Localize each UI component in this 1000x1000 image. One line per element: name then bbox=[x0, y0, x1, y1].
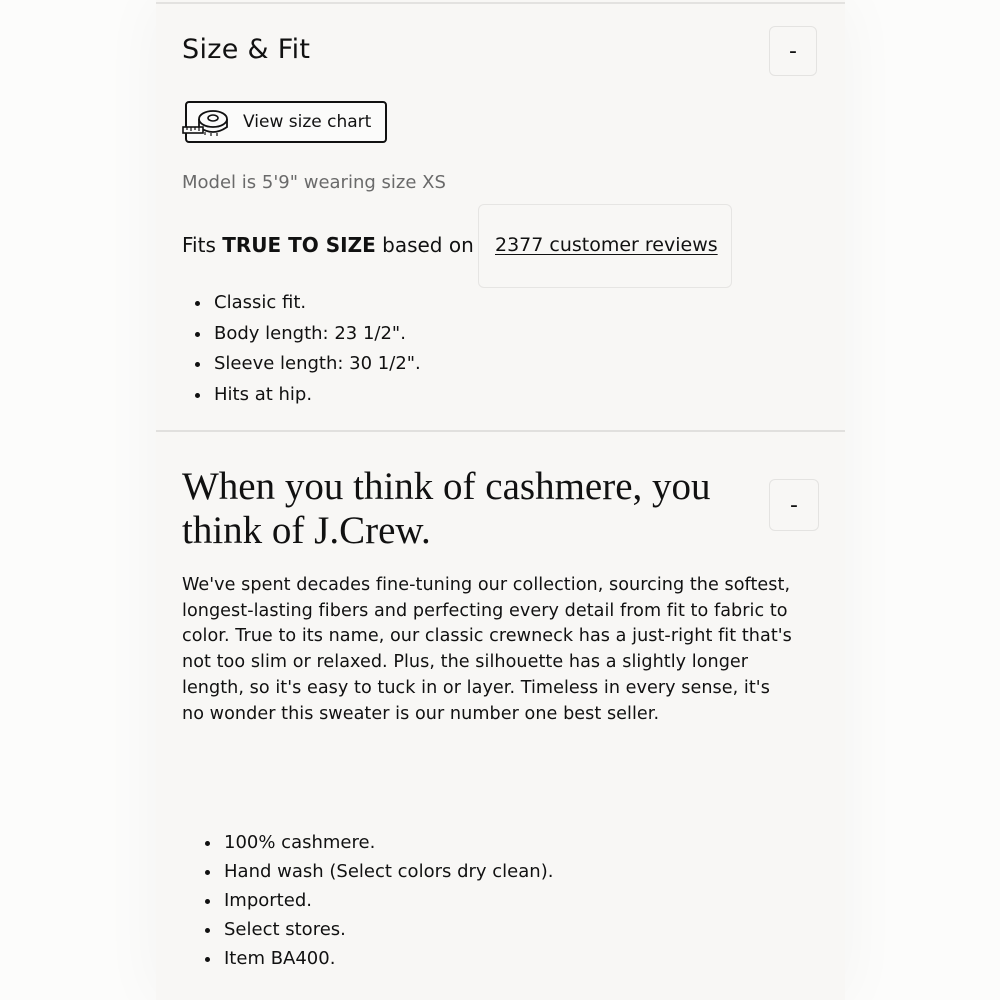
fit-summary bbox=[182, 231, 474, 259]
fit-details-list bbox=[195, 289, 421, 412]
list-item: Sleeve length: 30 1/2". bbox=[195, 350, 421, 381]
fit-summary-suffix: based on bbox=[375, 233, 474, 257]
cashmere-heading: When you think of cashmere, you think of J.Crew. bbox=[182, 465, 711, 552]
minus-icon: - bbox=[790, 492, 798, 518]
list-item: Classic fit. bbox=[195, 289, 421, 320]
cashmere-collapse-button[interactable] bbox=[769, 479, 819, 531]
measuring-tape-icon bbox=[181, 107, 233, 137]
list-item: Select stores. bbox=[205, 916, 553, 945]
list-item: Imported. bbox=[205, 887, 553, 916]
size-fit-collapse-button[interactable] bbox=[769, 26, 817, 76]
product-description: We've spent decades fine-tuning our collection, sourcing the softest, longest-lasting fibers and perfecting every detail from fit to fabric to color. True to its name, our classic crewneck has a just-right fit that's not too slim or relaxed. Plus, the silhouette has a slightly longer length, so it's easy to tuck in or layer. Timeless in every sense, it's no wonder this sweater is our number one best seller. bbox=[182, 575, 792, 724]
product-details-list bbox=[205, 829, 553, 974]
list-item: 100% cashmere. bbox=[205, 829, 553, 858]
list-item: Body length: 23 1/2". bbox=[195, 320, 421, 351]
customer-reviews-link[interactable]: 2377 customer reviews bbox=[495, 234, 718, 256]
list-item: Hits at hip. bbox=[195, 381, 421, 412]
fit-summary-prefix: Fits bbox=[182, 233, 223, 257]
view-size-chart-label: View size chart bbox=[243, 112, 372, 132]
view-size-chart-button[interactable] bbox=[185, 101, 387, 143]
fit-summary-emphasis: TRUE TO SIZE bbox=[222, 233, 376, 257]
section-divider bbox=[156, 430, 845, 432]
minus-icon: - bbox=[789, 38, 797, 64]
model-info: Model is 5'9" wearing size XS bbox=[182, 172, 446, 193]
list-item: Item BA400. bbox=[205, 945, 553, 974]
section-divider-top bbox=[156, 2, 845, 4]
list-item: Hand wash (Select colors dry clean). bbox=[205, 858, 553, 887]
size-fit-title: Size & Fit bbox=[182, 34, 311, 65]
